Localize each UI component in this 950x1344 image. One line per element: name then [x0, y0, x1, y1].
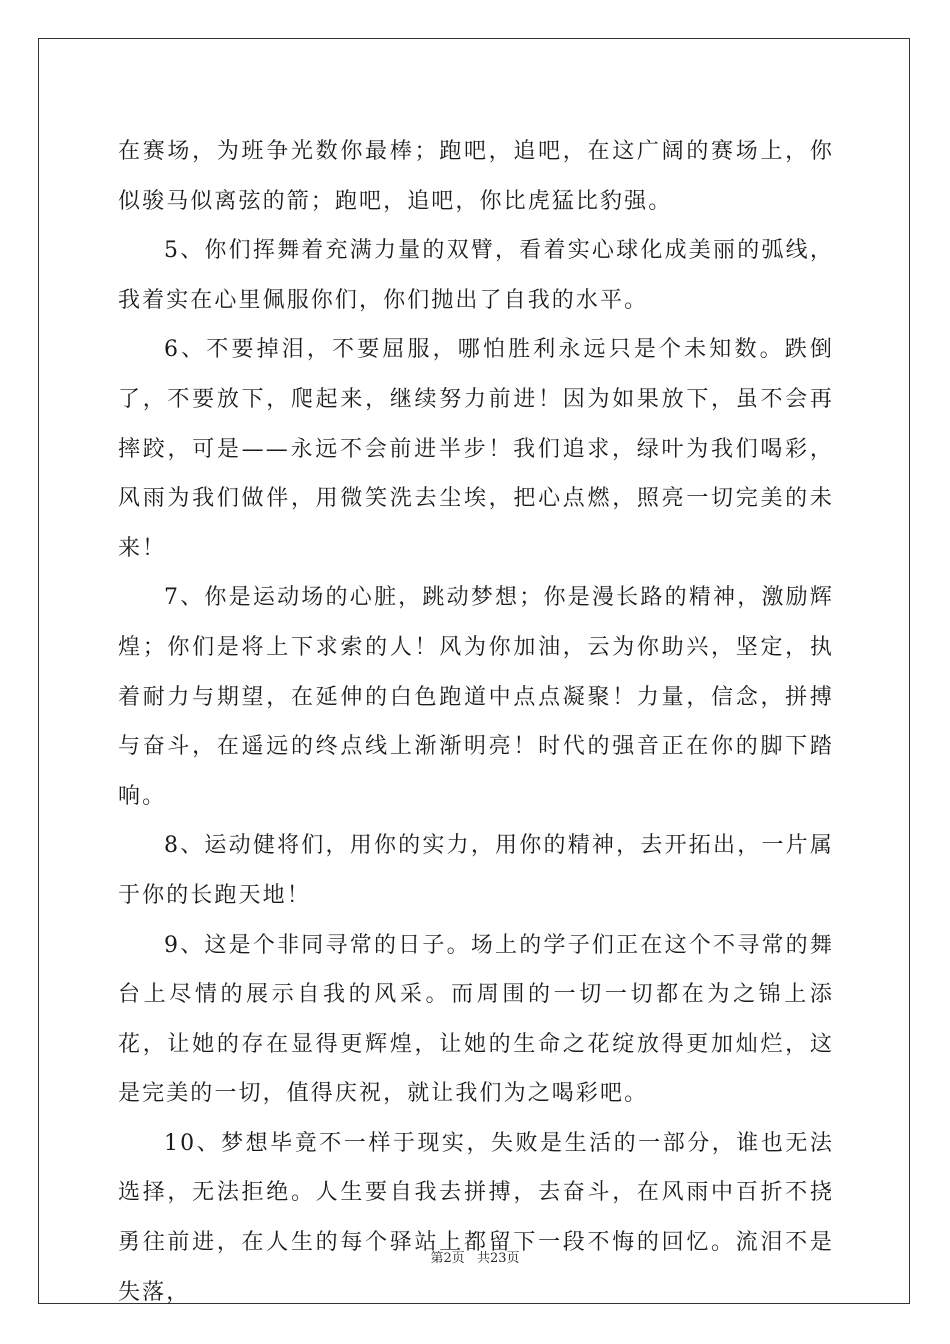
- paragraph-5: 5、你们挥舞着充满力量的双臂，看着实心球化成美丽的弧线，我着实在心里佩服你们，你们抛出了自我的水平。: [118, 238, 834, 313]
- paragraph-9: 9、这是个非同寻常的日子。场上的学子们正在这个不寻常的舞台上尽情的展示自我的风采。而周围的一切一切都在为之锦上添花，让她的存在显得更辉煌，让她的生命之花绽放得更加灿烂，这是完美的一切，值得庆祝，就让我们为之喝彩吧。: [118, 932, 834, 1107]
- paragraph-6: 6、不要掉泪，不要屈服，哪怕胜利永远只是个未知数。跌倒了，不要放下，爬起来，继续努力前进！因为如果放下，虽不会再摔跤，可是——永远不会前进半步！我们追求，绿叶为我们喝彩，风雨为我们做伴，用微笑洗去尘埃，把心点燃，照亮一切完美的未来！: [118, 337, 834, 561]
- current-page-number: 第2页: [430, 1251, 465, 1266]
- paragraph-10: 10、梦想毕竟不一样于现实，失败是生活的一部分，谁也无法选择，无法拒绝。人生要自我去拼搏，去奋斗，在风雨中百折不挠勇往前进，在人生的每个驿站上都留下一段不悔的回忆。流泪不是失落，: [118, 1130, 834, 1305]
- paragraph-7: 7、你是运动场的心脏，跳动梦想；你是漫长路的精神，激励辉煌；你们是将上下求索的人！风为你加油，云为你助兴，坚定，执着耐力与期望，在延伸的白色跑道中点点凝聚！力量，信念，拼搏与奋斗，在遥远的终点线上渐渐明亮！时代的强音正在你的脚下踏响。: [118, 585, 834, 809]
- total-page-count: 共23页: [476, 1251, 520, 1266]
- paragraph-8: 8、运动健将们，用你的实力，用你的精神，去开拓出，一片属于你的长跑天地！: [118, 833, 834, 908]
- page-footer: [0, 1247, 950, 1266]
- paragraph-intro: 在赛场，为班争光数你最棒；跑吧，追吧，在这广阔的赛场上，你似骏马似离弦的箭；跑吧，追吧，你比虎猛比豹强。: [118, 139, 834, 214]
- document-body: [118, 127, 834, 1317]
